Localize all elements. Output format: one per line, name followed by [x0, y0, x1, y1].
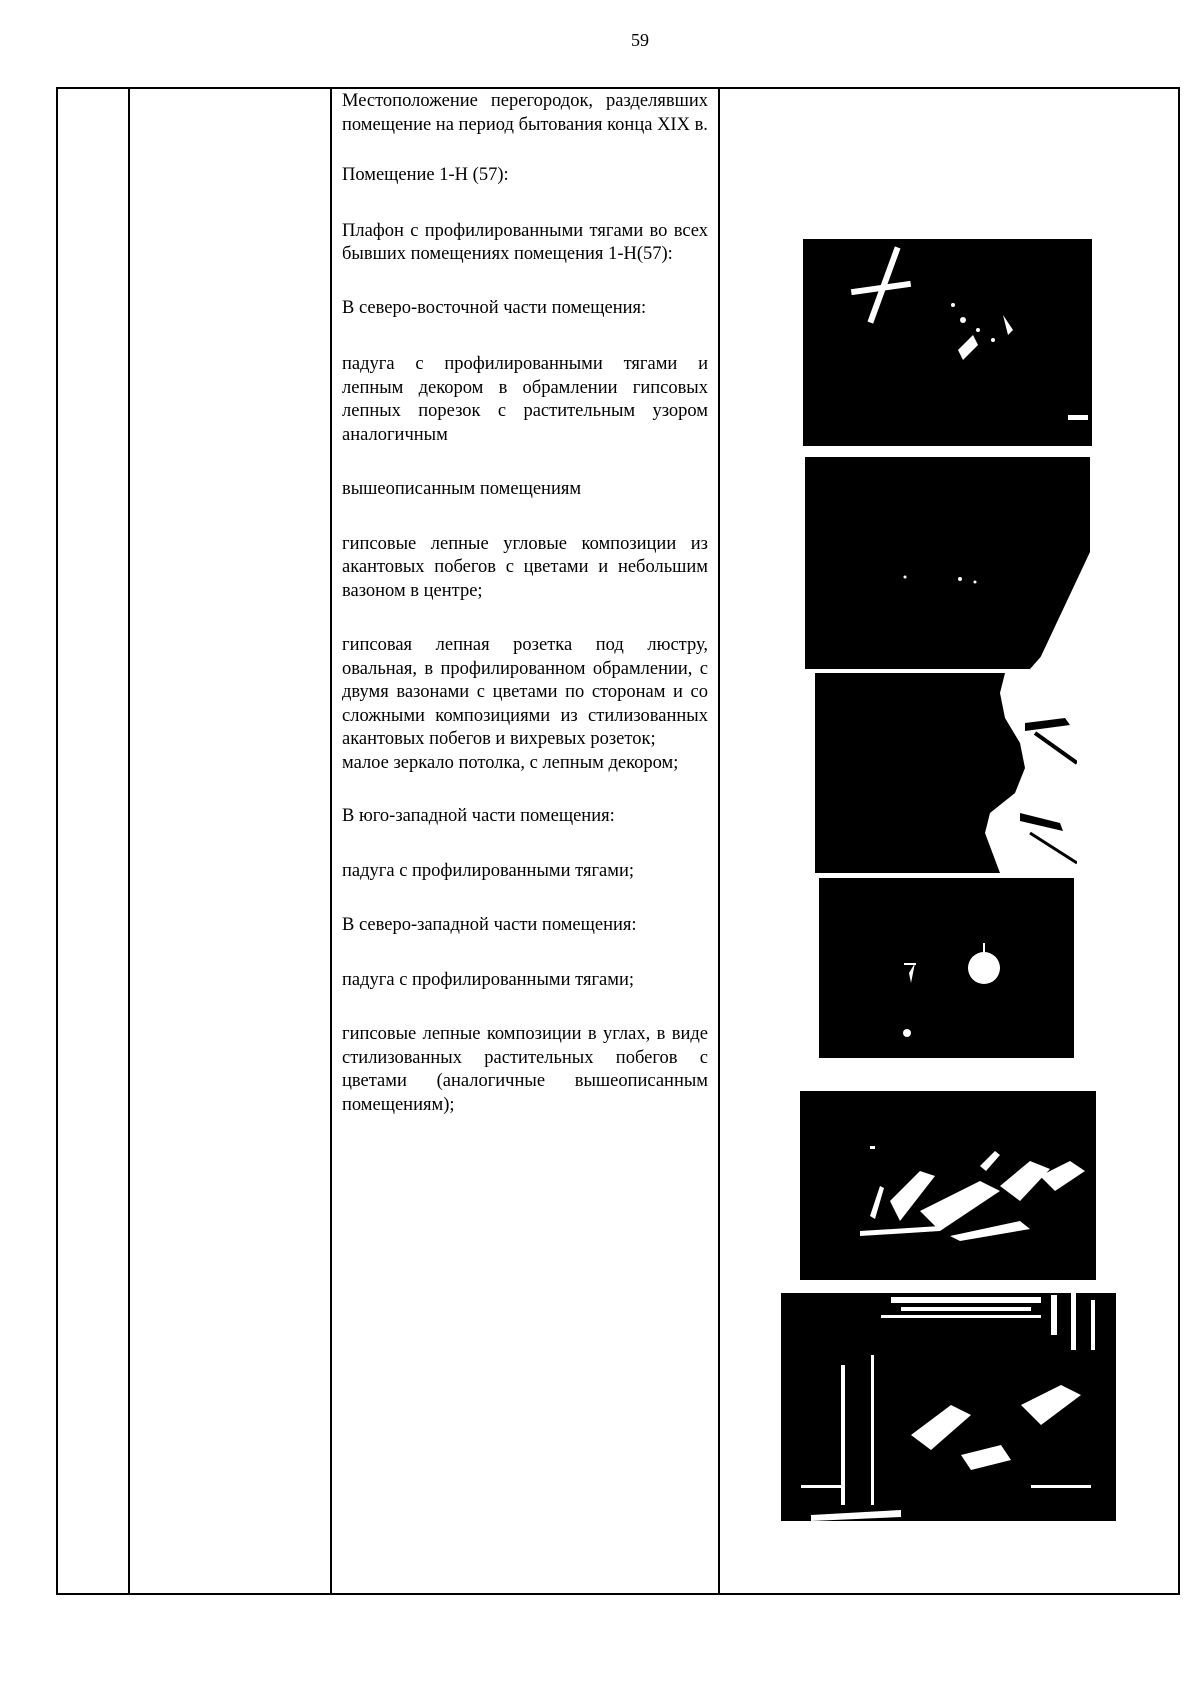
ceiling-photo-1: [803, 235, 1092, 450]
paragraph-corner-plant-compositions: гипсовые лепные композиции в углах, в виде стилизованных растительных побегов с цветами (аналогичные вышеописанным помещениям);: [342, 1024, 708, 1115]
column-divider-1: [128, 89, 130, 1593]
column-divider-2: [330, 89, 332, 1593]
page-number: 59: [631, 30, 649, 50]
paragraph-partitions: Местоположение перегородок, разделявших помещение на период бытования конца XIX в.: [342, 91, 708, 135]
paragraph-small-mirror: малое зеркало потолка, с лепным декором;: [342, 752, 679, 773]
column-divider-3: [718, 89, 720, 1593]
paragraph-northwest-heading: В северо-западной части помещения:: [342, 915, 637, 935]
paragraph-northwest-paduga: падуга с профилированными тягами;: [342, 969, 635, 990]
ceiling-photo-6: [781, 1285, 1116, 1529]
paragraph-rosette: гипсовая лепная розетка под люстру, овальная, в профилированном обрамлении, с двумя вазонами с цветами по сторонам и со сложными композициями из стилизованных акантовых побегов и вихревых розеток;: [342, 635, 708, 749]
ceiling-photo-4: [819, 878, 1074, 1058]
paragraph-room-heading: Помещение 1-Н (57):: [342, 165, 509, 185]
paragraph-northeast-paduga: падуга с профилированными тягами и лепным декором в обрамлении гипсовых лепных порезок с растительным узором аналогичным: [342, 354, 708, 445]
paragraph-northeast-heading: В северо-восточной части помещения:: [342, 297, 647, 318]
ceiling-photo-3: [815, 673, 1077, 873]
ceiling-photo-5: [800, 1091, 1096, 1280]
paragraph-corner-compositions: гипсовые лепные угловые композиции из акантовых побегов с цветами и небольшим вазоном в центре;: [342, 533, 708, 601]
paragraph-plafond: Плафон с профилированными тягами во всех бывших помещениях помещения 1-Н(57):: [342, 220, 708, 264]
paragraph-described-rooms: вышеописанным помещениям: [342, 479, 582, 499]
description-column: [342, 90, 708, 1117]
ceiling-photo-2: [805, 457, 1090, 669]
paragraph-southwest-paduga: падуга с профилированными тягами;: [342, 860, 635, 881]
paragraph-southwest-heading: В юго-западной части помещения:: [342, 806, 615, 826]
